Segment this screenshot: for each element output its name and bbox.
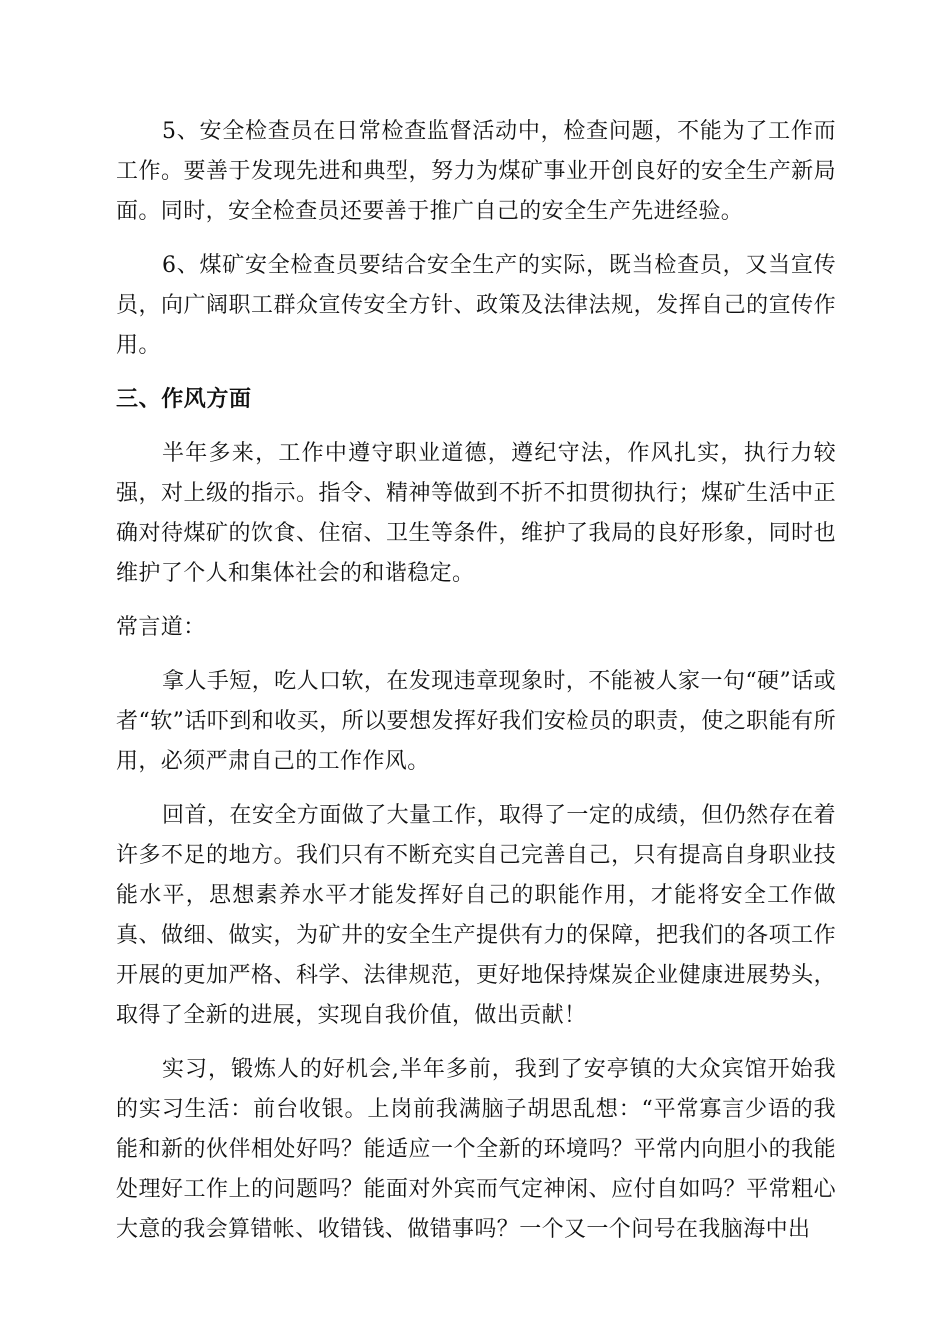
paragraph-review: 回首，在安全方面做了大量工作，取得了一定的成绩，但仍然存在着许多不足的地方。我们只有不断充实自己完善自己，只有提高自身职业技能水平，思想素养水平才能发挥好自己的职能作用，才能将安全工作做真、做细、做实，为矿井的安全生产提供有力的保障，把我们的各项工作开展的更加严格、科学、法律规范，更好地保持煤炭企业健康进展势头，取得了全新的进展，实现自我价值，做出贡献！ [116, 803, 836, 1028]
document-page [116, 112, 836, 1264]
paragraph-saying: 拿人手短，吃人口软，在发现违章现象时，不能被人家一句“硬”话或者“软”话吓到和收买，所以要想发挥好我们安检员的职责，使之职能有所用，必须严肃自己的工作作风。 [116, 669, 836, 774]
paragraph-item-5: 5、安全检查员在日常检查监督活动中，检查问题，不能为了工作而工作。要善于发现先进和典型，努力为煤矿事业开创良好的安全生产新局面。同时，安全检查员还要善于推广自己的安全生产先进经验。 [116, 119, 836, 224]
paragraph-internship: 实习，锻炼人的好机会,半年多前，我到了安亭镇的大众宾馆开始我的实习生活：前台收银。上岗前我满脑子胡思乱想：“平常寡言少语的我能和新的伙伴相处好吗？能适应一个全新的环境吗？平常内向胆小的我能处理好工作上的问题吗？能面对外宾而气定神闲、应付自如吗？平常粗心大意的我会算错帐、收错钱、做错事吗？一个又一个问号在我脑海中出 [116, 1057, 836, 1242]
paragraph-saying-intro: 常言道： [116, 615, 206, 640]
paragraph-item-6: 6、煤矿安全检查员要结合安全生产的实际，既当检查员，又当宣传员，向广阔职工群众宣传安全方针、政策及法律法规，发挥自己的宣传作用。 [116, 253, 836, 358]
section-heading-style: 三、作风方面 [116, 387, 252, 412]
paragraph-work-style: 半年多来，工作中遵守职业道德，遵纪守法，作风扎实，执行力较强，对上级的指示。指令、精神等做到不折不扣贯彻执行；煤矿生活中正确对待煤矿的饮食、住宿、卫生等条件，维护了我局的良好形象，同时也维护了个人和集体社会的和谐稳定。 [116, 441, 836, 586]
